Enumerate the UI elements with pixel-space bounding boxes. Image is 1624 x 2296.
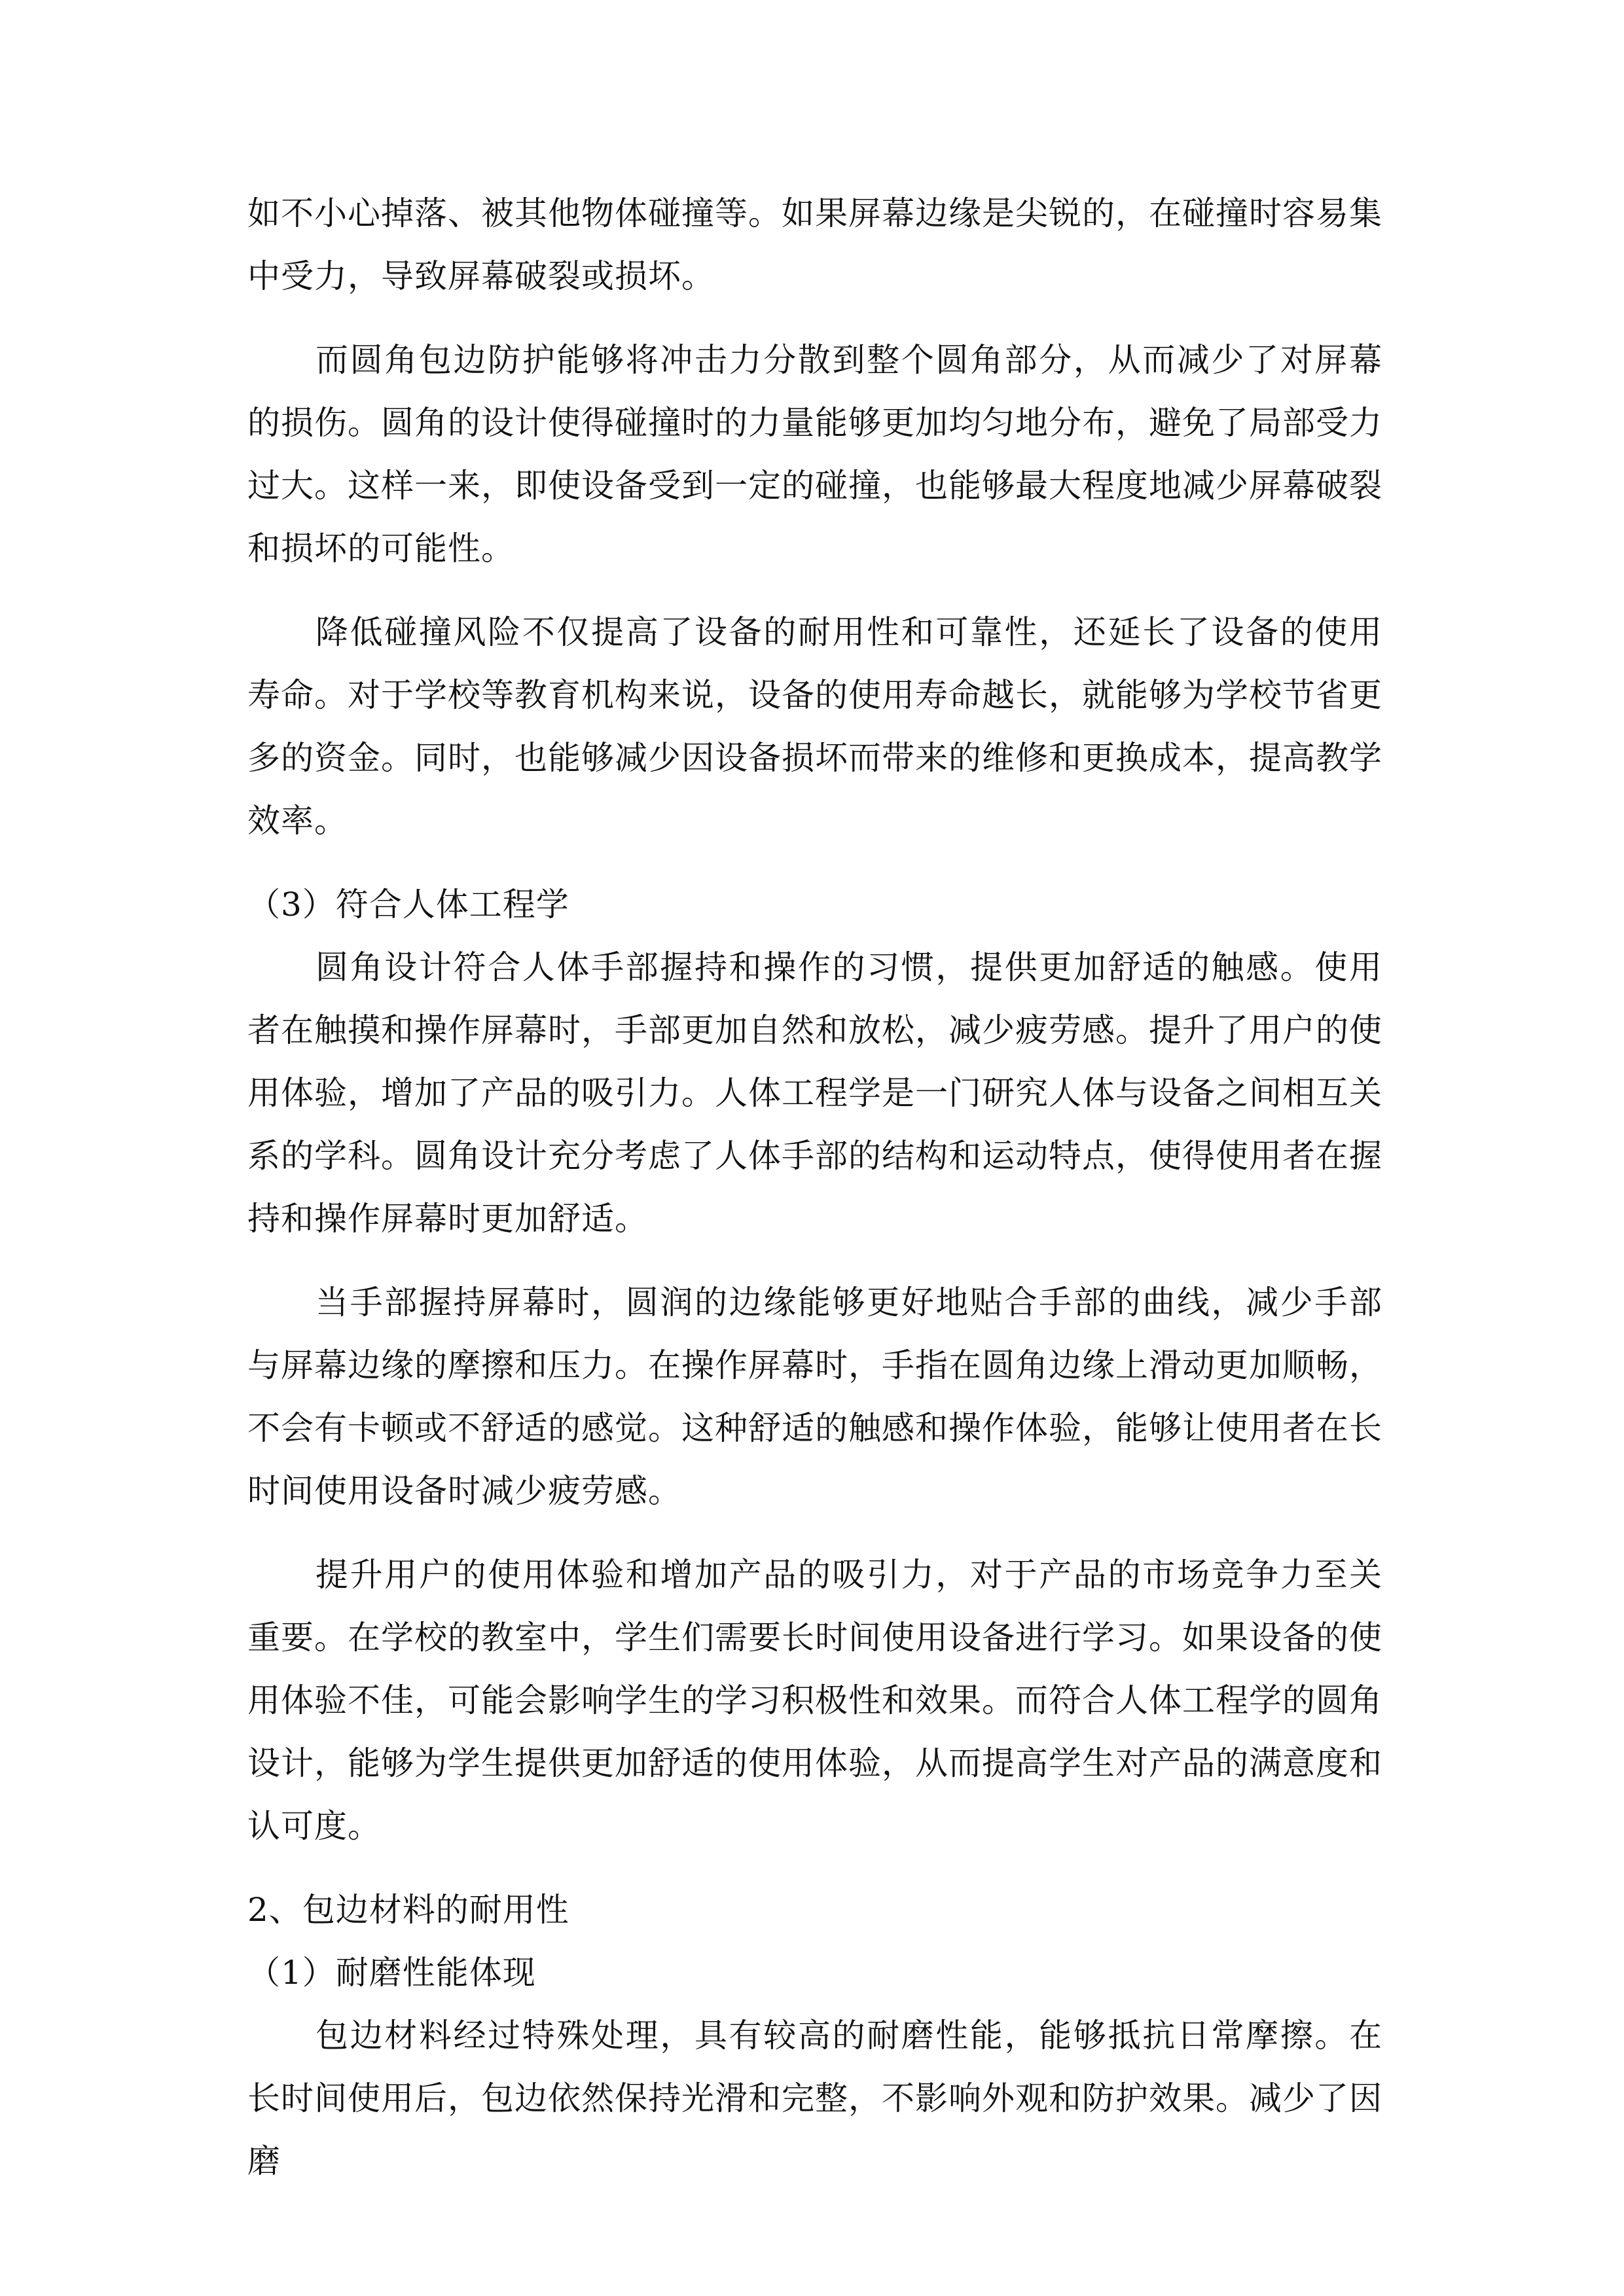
paragraph-rounded-corner-protection: 而圆角包边防护能够将冲击力分散到整个圆角部分，从而减少了对屏幕的损伤。圆角的设计使得碰撞时的力量能够更加均匀地分布，避免了局部受力过大。这样一来，即使设备受到一定的碰撞，也能够最大程度地减少屏幕破裂和损坏的可能性。 (247, 341, 1382, 567)
paragraph-collision-intro: 如不小心掉落、被其他物体碰撞等。如果屏幕边缘是尖锐的，在碰撞时容易集中受力，导致屏幕破裂或损坏。 (247, 194, 1382, 295)
paragraph-reduce-collision-risk: 降低碰撞风险不仅提高了设备的耐用性和可靠性，还延长了设备的使用寿命。对于学校等教育机构来说，设备的使用寿命越长，就能够为学校节省更多的资金。同时，也能够减少因设备损坏而带来的维修和更换成本，提高教学效率。 (247, 613, 1382, 840)
document-body (247, 182, 1382, 2214)
subheading-ergonomics: （3）符合人体工程学 (247, 886, 569, 924)
subheading-wear-resistance: （1）耐磨性能体现 (247, 1954, 536, 1992)
paragraph-wear-resistance: 包边材料经过特殊处理，具有较高的耐磨性能，能够抵抗日常摩擦。在长时间使用后，包边依然保持光滑和完整，不影响外观和防护效果。减少了因磨 (247, 2017, 1382, 2180)
paragraph-hand-grip: 当手部握持屏幕时，圆润的边缘能够更好地贴合手部的曲线，减少手部与屏幕边缘的摩擦和压力。在操作屏幕时，手指在圆角边缘上滑动更加顺畅，不会有卡顿或不舒适的感觉。这种舒适的触感和操作体验，能够让使用者在长时间使用设备时减少疲劳感。 (247, 1283, 1382, 1510)
paragraph-ergonomic-design: 圆角设计符合人体手部握持和操作的习惯，提供更加舒适的触感。使用者在触摸和操作屏幕时，手部更加自然和放松，减少疲劳感。提升了用户的使用体验，增加了产品的吸引力。人体工程学是一门研究人体与设备之间相互关系的学科。圆角设计充分考虑了人体手部的结构和运动特点，使得使用者在握持和操作屏幕时更加舒适。 (247, 948, 1382, 1238)
heading-edge-material-durability: 2、包边材料的耐用性 (247, 1891, 569, 1929)
paragraph-user-experience: 提升用户的使用体验和增加产品的吸引力，对于产品的市场竞争力至关重要。在学校的教室中，学生们需要长时间使用设备进行学习。如果设备的使用体验不佳，可能会影响学生的学习积极性和效果。而符合人体工程学的圆角设计，能够为学生提供更加舒适的使用体验，从而提高学生对产品的满意度和认可度。 (247, 1556, 1382, 1845)
